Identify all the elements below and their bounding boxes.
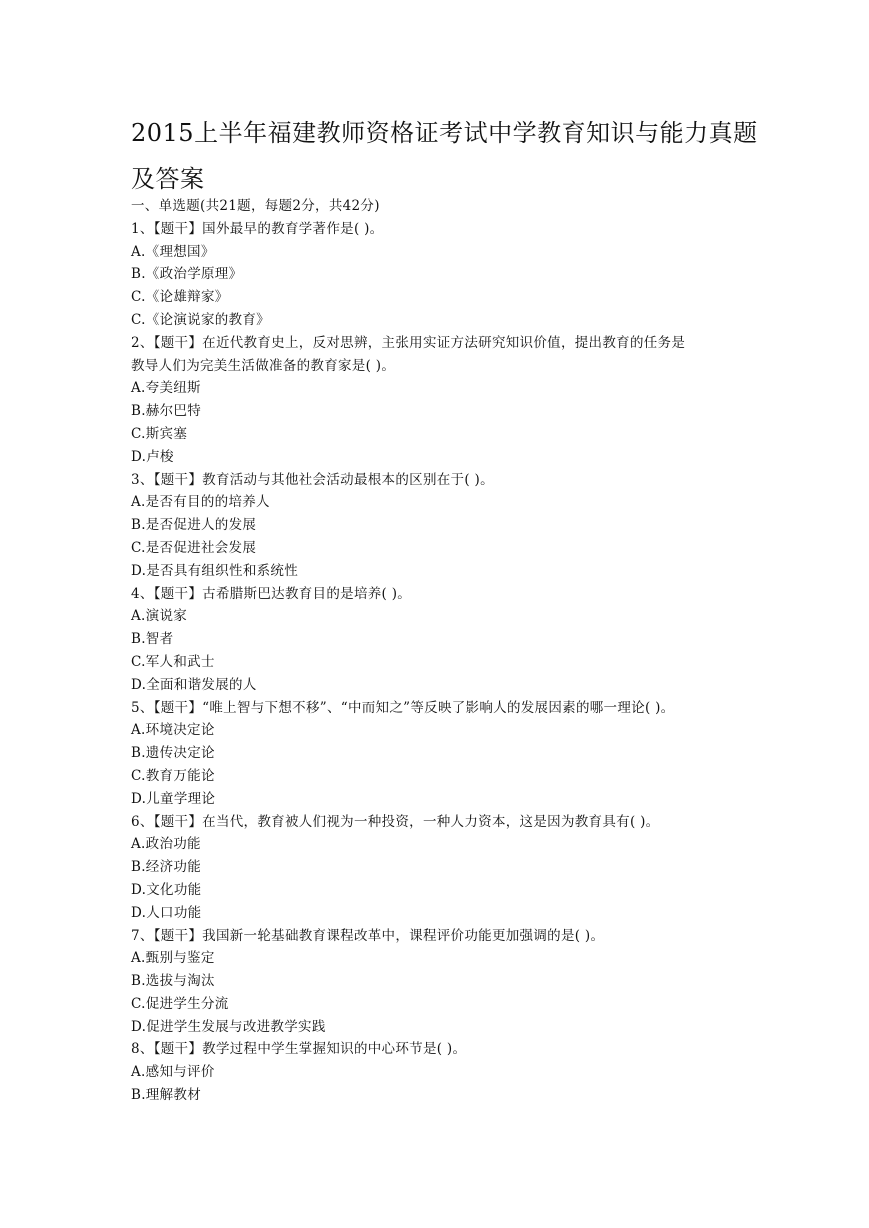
question-option: A.甄别与鉴定 <box>131 950 215 967</box>
question-option: A.环境决定论 <box>131 722 215 739</box>
question-option: D.儿童学理论 <box>131 790 216 807</box>
question-stem: 8、【题干】教学过程中学生掌握知识的中心环节是( )。 <box>131 1041 467 1058</box>
question-option: D.全面和谐发展的人 <box>131 676 257 693</box>
question-option: A.演说家 <box>131 608 188 625</box>
question-option: D.人口功能 <box>131 904 202 921</box>
question-option: B.理解教材 <box>131 1087 202 1104</box>
question-option: D.卢梭 <box>131 448 174 465</box>
question-option: B.智者 <box>131 631 174 648</box>
question-option: C.促进学生分流 <box>131 995 229 1012</box>
question-stem: 5、【题干】“唯上智与下想不移”、“中而知之”等反映了影响人的发展因素的哪一理论( )。 <box>131 699 675 716</box>
question-option: D.促进学生发展与改进教学实践 <box>131 1018 326 1035</box>
question-option: C.《论演说家的教育》 <box>131 311 270 328</box>
question-stem: 4、【题干】古希腊斯巴达教育目的是培养( )。 <box>131 585 412 602</box>
question-option: D.是否具有组织性和系统性 <box>131 562 299 579</box>
section-heading: 一、单选题(共21题，每题2分，共42分) <box>131 198 380 214</box>
question-option: A.夸美纽斯 <box>131 380 201 397</box>
question-option: A.政治功能 <box>131 836 201 853</box>
question-option: B.经济功能 <box>131 859 202 876</box>
question-option: B.《政治学原理》 <box>131 266 243 283</box>
question-stem: 1、【题干】国外最早的教育学著作是( )。 <box>131 220 384 237</box>
question-option: C.军人和武士 <box>131 653 215 670</box>
question-option: C.斯宾塞 <box>131 425 188 442</box>
question-option: C.教育万能论 <box>131 767 215 784</box>
document-title: 2015上半年福建教师资格证考试中学教育知识与能力真题及答案 <box>131 119 758 193</box>
question-option: B.遗传决定论 <box>131 745 215 762</box>
question-option: B.是否促进人的发展 <box>131 517 257 534</box>
question-option: C.《论雄辩家》 <box>131 289 229 306</box>
question-stem: 3、【题干】教育活动与其他社会活动最根本的区别在于( )。 <box>131 471 494 488</box>
question-option: B.赫尔巴特 <box>131 403 202 420</box>
question-stem: 7、【题干】我国新一轮基础教育课程改革中，课程评价功能更加强调的是( )。 <box>131 927 605 944</box>
question-option: A.是否有目的的培养人 <box>131 494 270 511</box>
question-stem: 6、【题干】在当代，教育被人们视为一种投资，一种人力资本，这是因为教育具有( )。 <box>131 813 660 830</box>
question-option: B.选拔与淘汰 <box>131 973 215 990</box>
question-option: D.文化功能 <box>131 881 202 898</box>
question-stem: 2、【题干】在近代教育史上，反对思辨，主张用实证方法研究知识价值，提出教育的任务是 <box>131 334 686 351</box>
question-option: C.是否促进社会发展 <box>131 539 257 556</box>
question-stem-continuation: 教导人们为完美生活做准备的教育家是( )。 <box>131 357 396 374</box>
question-option: A.《理想国》 <box>131 243 215 260</box>
document-body <box>131 195 761 1107</box>
question-option: A.感知与评价 <box>131 1064 215 1081</box>
